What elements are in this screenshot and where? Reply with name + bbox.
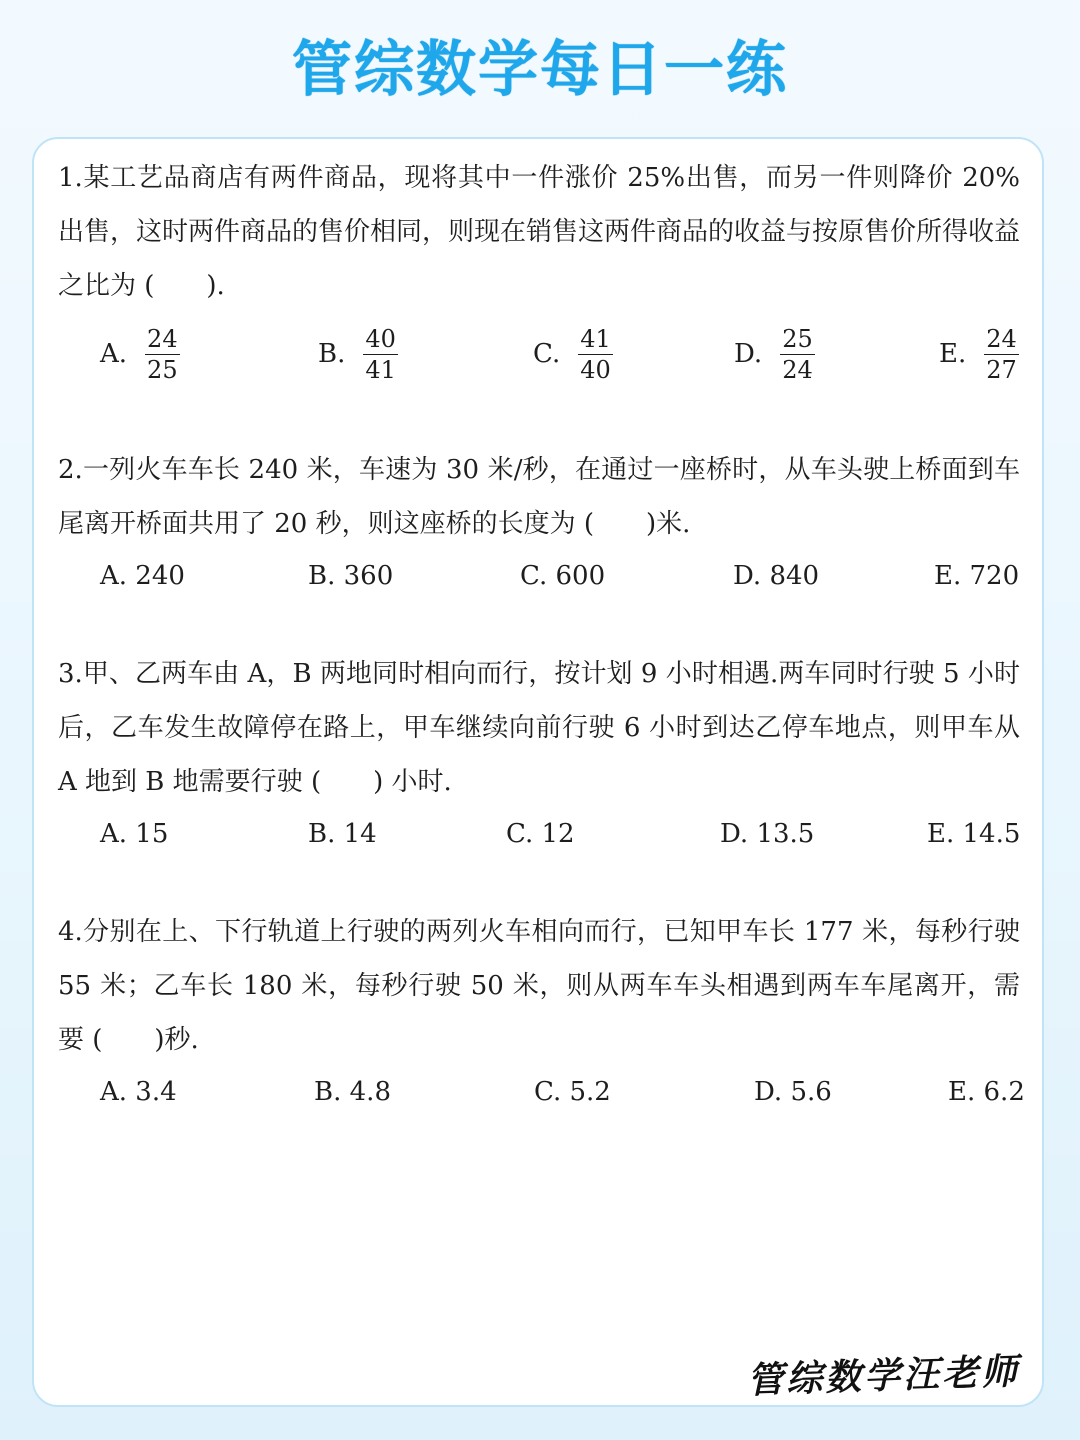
author-signature: 管综数学汪老师 xyxy=(746,1350,1021,1402)
fraction-denominator: 41 xyxy=(365,355,396,384)
q3-option-d[interactable]: D. 13.5 xyxy=(720,819,815,849)
question-1-options xyxy=(100,324,1020,384)
fraction-numerator: 24 xyxy=(147,324,178,353)
q4-option-d[interactable]: D. 5.6 xyxy=(754,1077,832,1107)
fraction-denominator: 24 xyxy=(782,355,813,384)
q4-option-e[interactable]: E. 6.2 xyxy=(948,1077,1025,1107)
q3-option-a[interactable]: A. 15 xyxy=(100,819,169,849)
q4-option-b[interactable]: B. 4.8 xyxy=(314,1077,391,1107)
q2-option-c[interactable]: C. 600 xyxy=(520,561,606,591)
fraction-numerator: 41 xyxy=(580,324,611,353)
fraction-denominator: 40 xyxy=(580,355,611,384)
q1-option-c[interactable] xyxy=(533,324,613,384)
option-letter: B. xyxy=(318,339,346,369)
q1-option-d[interactable] xyxy=(734,324,815,384)
fraction xyxy=(780,324,815,385)
question-1-text: 1.某工艺品商店有两件商品，现将其中一件涨价 25%出售，而另一件则降价 20%出售，这时两件商品的售价相同，则现在销售这两件商品的收益与按原售价所得收益之比为 ( ). xyxy=(58,163,1021,301)
fraction xyxy=(578,324,613,385)
fraction-numerator: 24 xyxy=(986,324,1017,353)
q2-option-b[interactable]: B. 360 xyxy=(308,561,394,591)
fraction xyxy=(984,324,1019,385)
fraction-denominator: 27 xyxy=(986,355,1017,384)
question-4-text: 4.分别在上、下行轨道上行驶的两列火车相向而行，已知甲车长 177 米，每秒行驶 55 米；乙车长 180 米，每秒行驶 50 米，则从两车车头相遇到两车车尾离开，需要 ( )秒. xyxy=(58,917,1020,1055)
q1-option-b[interactable] xyxy=(318,324,398,384)
option-letter: E. xyxy=(939,339,967,369)
q1-option-e[interactable] xyxy=(939,324,1019,384)
q2-option-e[interactable]: E. 720 xyxy=(934,561,1020,591)
q4-option-c[interactable]: C. 5.2 xyxy=(534,1077,611,1107)
fraction-numerator: 25 xyxy=(782,324,813,353)
question-4-options xyxy=(100,1062,1025,1122)
option-letter: D. xyxy=(734,339,763,369)
q3-option-c[interactable]: C. 12 xyxy=(506,819,575,849)
q1-option-a[interactable] xyxy=(100,324,180,384)
q2-option-a[interactable]: A. 240 xyxy=(100,561,185,591)
question-2-text: 2.一列火车车长 240 米，车速为 30 米/秒，在通过一座桥时，从车头驶上桥面到车尾离开桥面共用了 20 秒，则这座桥的长度为 ( )米. xyxy=(58,455,1020,539)
fraction-numerator: 40 xyxy=(365,324,396,353)
q4-option-a[interactable]: A. 3.4 xyxy=(100,1077,177,1107)
q2-option-d[interactable]: D. 840 xyxy=(733,561,820,591)
question-3-text: 3.甲、乙两车由 A，B 两地同时相向而行，按计划 9 小时相遇.两车同时行驶 5 小时后，乙车发生故障停在路上，甲车继续向前行驶 6 小时到达乙停车地点，则甲车从 A 地到 B 地需要行驶 ( ) 小时. xyxy=(58,659,1020,797)
option-letter: C. xyxy=(533,339,561,369)
question-2-options xyxy=(100,546,1020,606)
fraction xyxy=(363,324,398,385)
fraction-denominator: 25 xyxy=(147,355,178,384)
page-title: 管综数学每日一练 xyxy=(292,35,788,105)
question-3-options xyxy=(100,804,1020,864)
q3-option-e[interactable]: E. 14.5 xyxy=(927,819,1021,849)
fraction xyxy=(145,324,180,385)
q3-option-b[interactable]: B. 14 xyxy=(308,819,377,849)
option-letter: A. xyxy=(100,339,128,369)
